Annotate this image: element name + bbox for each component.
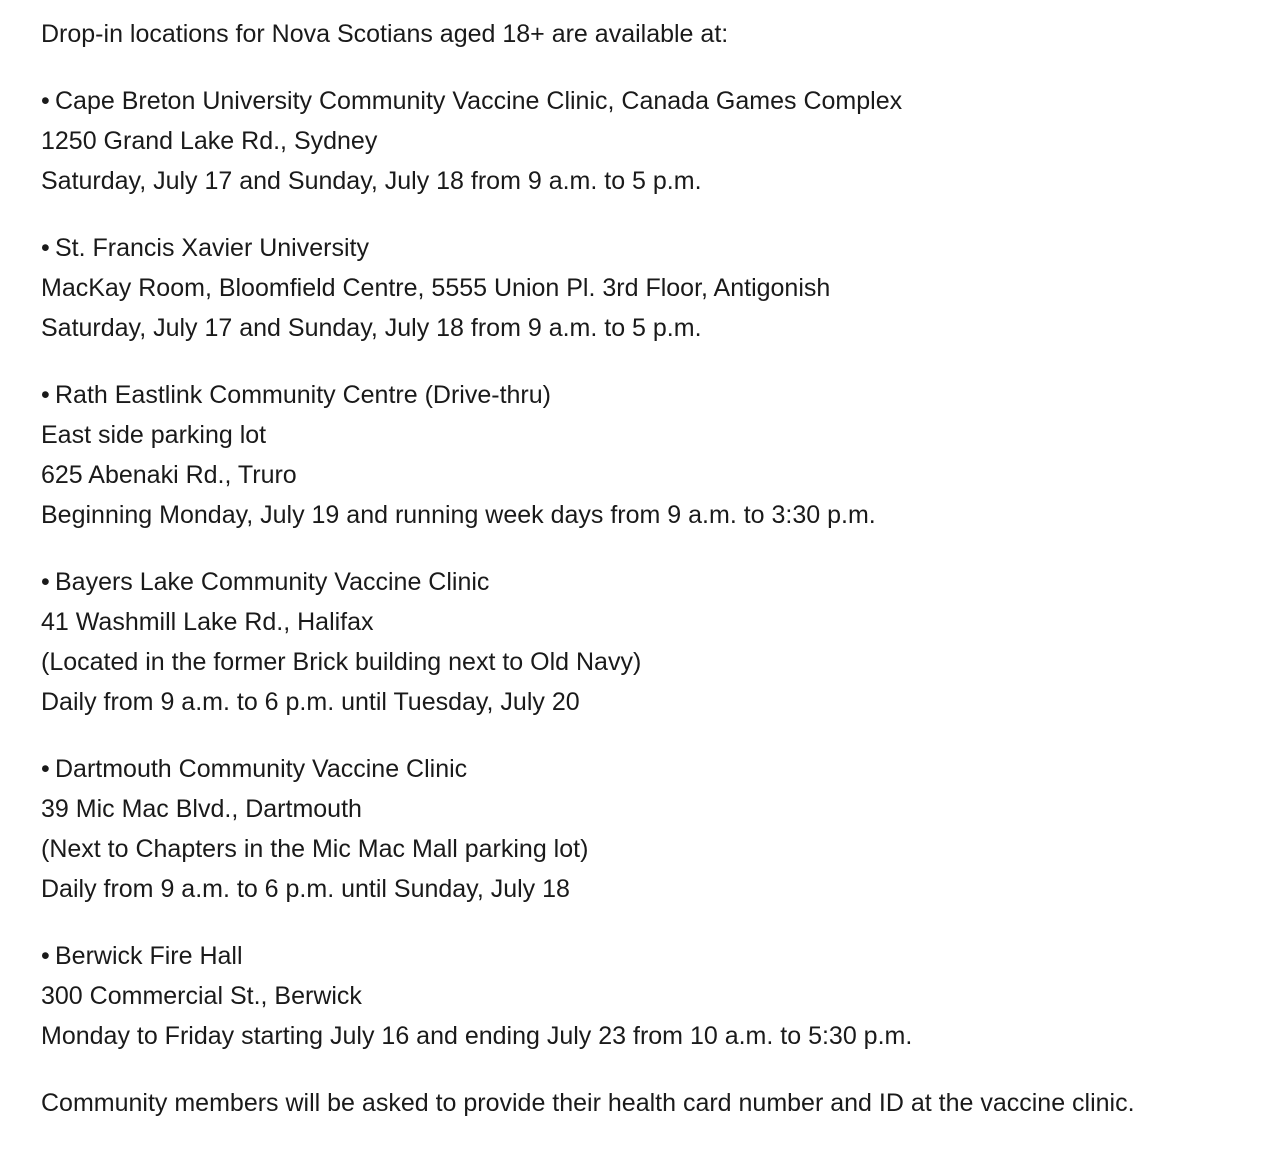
location-detail: (Located in the former Brick building next to Old Navy) [41,648,642,676]
location-entry [41,749,1241,909]
location-detail: Daily from 9 a.m. to 6 p.m. until Tuesday, July 20 [41,688,580,716]
article-body [41,14,1241,1150]
location-detail: 1250 Grand Lake Rd., Sydney [41,127,378,155]
intro-paragraph: Drop-in locations for Nova Scotians aged 18+ are available at: [41,20,729,48]
location-entry [41,562,1241,722]
location-detail: Saturday, July 17 and Sunday, July 18 from 9 a.m. to 5 p.m. [41,167,702,195]
location-name: Dartmouth Community Vaccine Clinic [55,755,468,783]
location-detail: MacKay Room, Bloomfield Centre, 5555 Union Pl. 3rd Floor, Antigonish [41,274,831,302]
bullet-icon: • [41,755,50,783]
location-name-line [41,228,1241,268]
bullet-icon: • [41,234,50,262]
location-name: Rath Eastlink Community Centre (Drive-thru) [55,381,551,409]
location-name: Cape Breton University Community Vaccine Clinic, Canada Games Complex [55,87,903,115]
bullet-icon: • [41,87,50,115]
location-detail: East side parking lot [41,421,267,449]
location-name: Berwick Fire Hall [55,942,243,970]
location-detail: Beginning Monday, July 19 and running week days from 9 a.m. to 3:30 p.m. [41,501,876,529]
bullet-icon: • [41,942,50,970]
location-name-line [41,81,1241,121]
bullet-icon: • [41,381,50,409]
location-detail: 625 Abenaki Rd., Truro [41,461,297,489]
bullet-icon: • [41,568,50,596]
location-detail: 41 Washmill Lake Rd., Halifax [41,608,374,636]
location-detail: Daily from 9 a.m. to 6 p.m. until Sunday, July 18 [41,875,570,903]
location-name-line [41,936,1241,976]
location-list [41,81,1241,1056]
location-detail: 39 Mic Mac Blvd., Dartmouth [41,795,362,823]
location-name: Bayers Lake Community Vaccine Clinic [55,568,490,596]
location-entry [41,375,1241,535]
location-detail: Monday to Friday starting July 16 and ending July 23 from 10 a.m. to 5:30 p.m. [41,1022,913,1050]
location-detail: (Next to Chapters in the Mic Mac Mall parking lot) [41,835,589,863]
location-detail: 300 Commercial St., Berwick [41,982,362,1010]
location-entry [41,228,1241,348]
location-detail: Saturday, July 17 and Sunday, July 18 from 9 a.m. to 5 p.m. [41,314,702,342]
location-name-line [41,562,1241,602]
location-name: St. Francis Xavier University [55,234,369,262]
location-entry [41,936,1241,1056]
location-entry [41,81,1241,201]
location-name-line [41,749,1241,789]
closing-paragraph: Community members will be asked to provide their health card number and ID at the vaccine clinic. [41,1089,1135,1117]
location-name-line [41,375,1241,415]
